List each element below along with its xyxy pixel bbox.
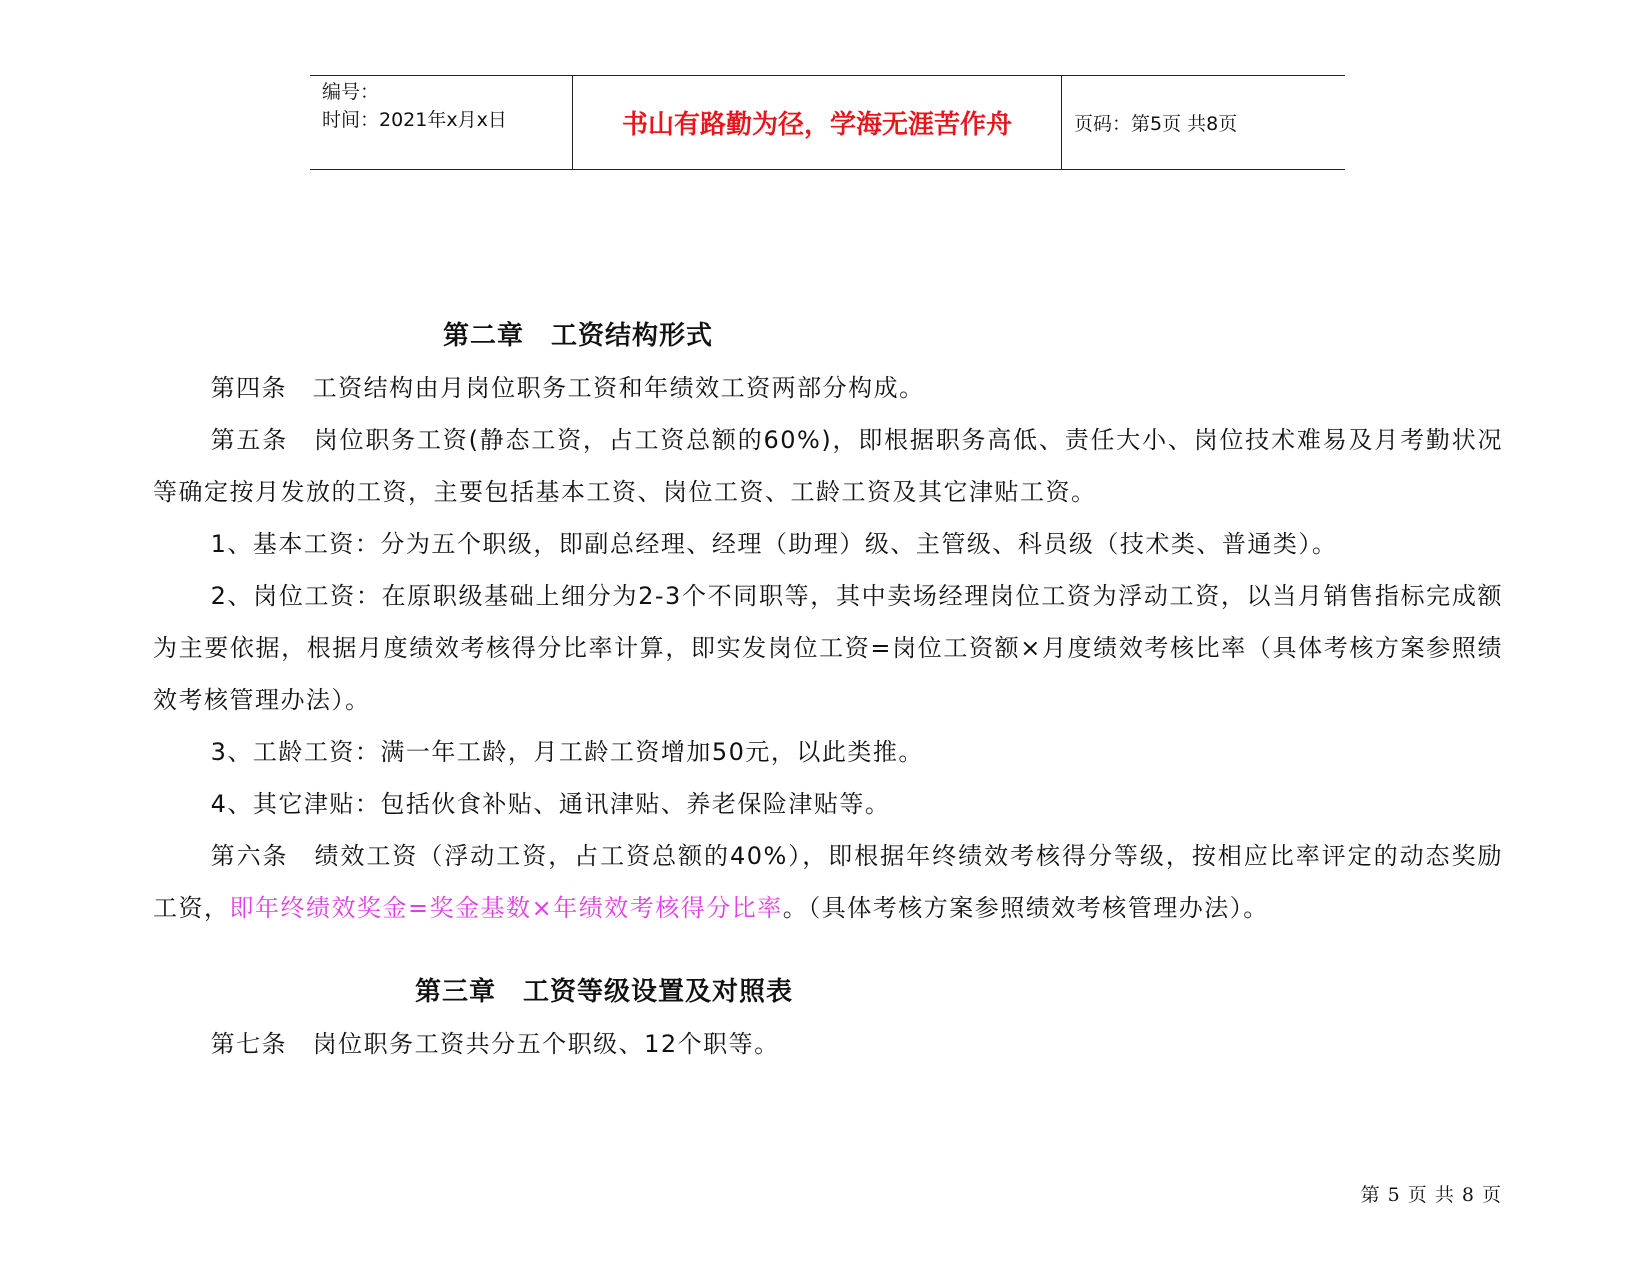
chapter-2-title: 第二章 工资结构形式 — [443, 321, 714, 351]
article-6 — [153, 830, 1503, 934]
article-6-text-b: 。（具体考核方案参照绩效考核管理办法）。 — [782, 894, 1269, 922]
header-number-label: 编号： — [322, 81, 380, 103]
article-5: 第五条 岗位职务工资(静态工资，占工资总额的60%)，即根据职务高低、责任大小、岗位技术难易及月考勤状况等确定按月发放的工资，主要包括基本工资、岗位工资、工龄工资及其它津贴工资。 — [153, 426, 1503, 506]
article-6-text-a: 第六条 绩效工资（浮动工资，占工资总额的40%），即根据年终绩效考核得分等级，按相应比率评定的动态奖励工资， — [153, 842, 1503, 922]
chapter-3-title: 第三章 工资等级设置及对照表 — [415, 977, 794, 1007]
item-3-seniority-salary: 3、工龄工资：满一年工龄，月工龄工资增加50元，以此类推。 — [210, 738, 924, 766]
header-date-label: 时间：2021年x月x日 — [322, 109, 507, 131]
header-motto-cell — [573, 76, 1062, 169]
article-4: 第四条 工资结构由月岗位职务工资和年绩效工资两部分构成。 — [210, 374, 925, 402]
item-2-position-salary: 2、岗位工资：在原职级基础上细分为2-3个不同职等，其中卖场经理岗位工资为浮动工资，以当月销售指标完成额为主要依据，根据月度绩效考核得分比率计算，即实发岗位工资=岗位工资额×月度绩效考核比率（具体考核方案参照绩效考核管理办法）。 — [153, 582, 1503, 714]
header-page-cell — [1062, 76, 1345, 169]
document-header — [310, 75, 1345, 170]
item-1-basic-salary: 1、基本工资：分为五个职级，即副总经理、经理（助理）级、主管级、科员级（技术类、普通类）。 — [210, 530, 1338, 558]
section-gap — [153, 934, 1503, 966]
page-footer: 第 5 页 共 8 页 — [1360, 1184, 1502, 1206]
header-page-label: 页码：第5页 共8页 — [1074, 113, 1238, 135]
article-7: 第七条 岗位职务工资共分五个职级、12个职等。 — [210, 1030, 780, 1058]
header-motto: 书山有路勤为径，学海无涯苦作舟 — [621, 110, 1012, 140]
item-4-allowances: 4、其它津贴：包括伙食补贴、通讯津贴、养老保险津贴等。 — [210, 790, 891, 818]
header-meta-cell — [310, 76, 573, 169]
article-6-highlight: 即年终绩效奖金=奖金基数×年绩效考核得分比率 — [229, 894, 783, 922]
document-body — [153, 310, 1503, 1070]
